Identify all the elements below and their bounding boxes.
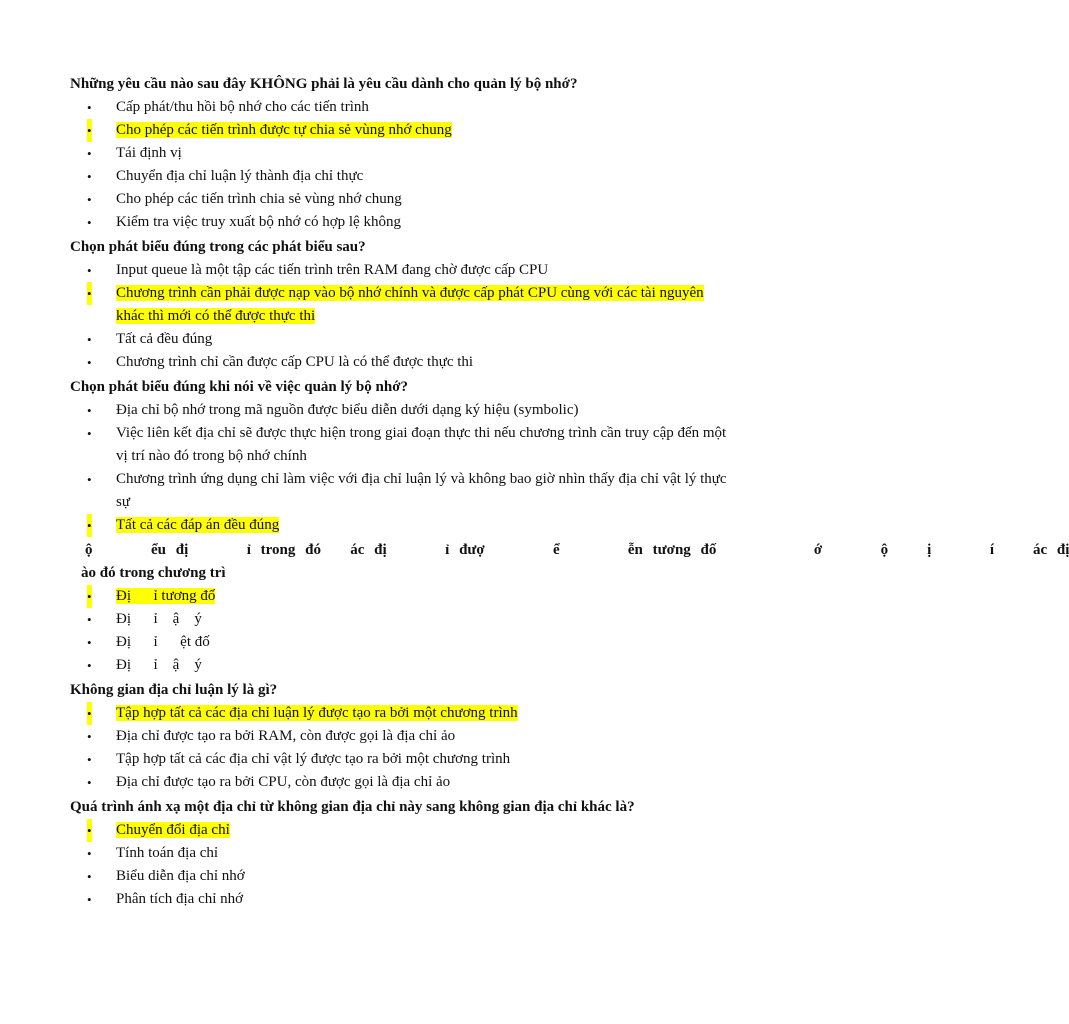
- option-text: Tất cả đều đúng: [116, 331, 213, 347]
- option-text: Biểu diễn địa chỉ nhớ: [116, 868, 245, 884]
- option-item: [70, 328, 728, 351]
- question-title: Chọn phát biểu đúng trong các phát biểu sau?: [70, 239, 366, 255]
- option-item: [70, 211, 728, 234]
- option-item: [70, 888, 728, 911]
- bullet-icon: •: [87, 585, 92, 608]
- bullet-icon: •: [87, 332, 92, 347]
- bullet-icon: •: [87, 355, 92, 370]
- option-text: Chuyển đổi địa chỉ: [116, 822, 230, 838]
- option-text: Địa chỉ được tạo ra bởi RAM, còn được gọi là địa chỉ ảo: [116, 728, 456, 744]
- bullet-icon: •: [87, 403, 92, 418]
- option-text: Đị ỉ ậ ý: [116, 657, 202, 673]
- option-text: Việc liên kết địa chỉ sẽ được thực hiện trong giai đoạn thực thi nếu chương trình cần truy cập đến một vị trí nào đó trong bộ nhớ chính: [116, 425, 727, 464]
- option-item-highlighted: [70, 514, 728, 537]
- option-text: Phân tích địa chỉ nhớ: [116, 891, 244, 907]
- bullet-icon: •: [87, 263, 92, 278]
- option-item: [70, 468, 728, 514]
- question-title: Quá trình ánh xạ một địa chỉ từ không gian địa chỉ này sang không gian địa chỉ khác là?: [70, 799, 635, 815]
- option-item: [70, 748, 728, 771]
- question-title: Không gian địa chỉ luận lý là gì?: [70, 682, 278, 698]
- bullet-icon: •: [87, 702, 92, 725]
- bullet-icon: •: [87, 892, 92, 907]
- option-item: [70, 96, 728, 119]
- bullet-icon: •: [87, 514, 92, 537]
- option-text: Đị ỉ ệt đố: [116, 634, 210, 650]
- option-item-highlighted: [70, 282, 728, 328]
- option-item: [70, 725, 728, 748]
- bullet-icon: •: [87, 169, 92, 184]
- bullet-icon: •: [87, 192, 92, 207]
- bullet-icon: •: [87, 472, 92, 487]
- option-text: Kiểm tra việc truy xuất bộ nhớ có hợp lệ không: [116, 214, 401, 230]
- bullet-icon: •: [87, 612, 92, 627]
- option-item-highlighted: [70, 819, 728, 842]
- option-item: [70, 142, 728, 165]
- bullet-icon: •: [87, 100, 92, 115]
- option-item: [70, 351, 728, 374]
- option-item: [70, 399, 728, 422]
- option-list: [70, 585, 728, 677]
- option-text: Tất cả các đáp án đều đúng: [116, 517, 280, 533]
- option-item: [70, 865, 728, 888]
- question-title: Những yêu cầu nào sau đây KHÔNG phải là yêu cầu dành cho quản lý bộ nhớ?: [70, 76, 578, 92]
- option-text: Tái định vị: [116, 145, 182, 161]
- bullet-icon: •: [87, 119, 92, 142]
- option-text: Địa chỉ bộ nhớ trong mã nguồn được biểu diễn dưới dạng ký hiệu (symbolic): [116, 402, 579, 418]
- option-text: Chuyển địa chỉ luận lý thành địa chỉ thực: [116, 168, 364, 184]
- bullet-icon: •: [87, 215, 92, 230]
- option-text: Cho phép các tiến trình chia sẻ vùng nhớ chung: [116, 191, 402, 207]
- option-text: Input queue là một tập các tiến trình trên RAM đang chờ được cấp CPU: [116, 262, 549, 278]
- bullet-icon: •: [87, 869, 92, 884]
- option-text: Chương trình ứng dụng chỉ làm việc với địa chỉ luận lý và không bao giờ nhìn thấy địa chỉ vật lý thực sự: [116, 471, 727, 510]
- question-line-1: ộ ểu đị ỉ trong đó ác đị ỉ đượ ể ễn tương đố ớ ộ ị í ác đị: [85, 542, 1069, 558]
- option-item: [70, 608, 728, 631]
- bullet-icon: •: [87, 146, 92, 161]
- question-title: Chọn phát biểu đúng khi nói về việc quản lý bộ nhớ?: [70, 379, 409, 395]
- option-item: [70, 654, 728, 677]
- option-item: [70, 422, 728, 468]
- option-text: Địa chỉ được tạo ra bởi CPU, còn được gọi là địa chỉ ảo: [116, 774, 451, 790]
- option-item: [70, 631, 728, 654]
- bullet-icon: •: [87, 635, 92, 650]
- option-list: [70, 399, 728, 537]
- option-list: [70, 702, 728, 794]
- option-item-highlighted: [70, 585, 728, 608]
- option-item: [70, 842, 728, 865]
- question-line-2: ào đó trong chương trì: [81, 565, 226, 581]
- option-text: Đị ỉ ậ ý: [116, 611, 202, 627]
- option-item-highlighted: [70, 119, 728, 142]
- option-text: Chương trình chỉ cần được cấp CPU là có thể được thực thi: [116, 354, 474, 370]
- option-list: [70, 819, 728, 911]
- bullet-icon: •: [87, 282, 92, 305]
- option-text: Chương trình cần phải được nạp vào bộ nhớ chính và được cấp phát CPU cùng với các tài nguyên khác thì mới có thể được thực thi: [116, 285, 704, 324]
- option-text: Tập hợp tất cả các địa chỉ vật lý được tạo ra bởi một chương trình: [116, 751, 511, 767]
- option-item: [70, 771, 728, 794]
- option-item: [70, 165, 728, 188]
- option-list: [70, 259, 728, 374]
- option-item: [70, 259, 728, 282]
- bullet-icon: •: [87, 846, 92, 861]
- option-text: Đị ỉ tương đố: [116, 588, 216, 604]
- option-item-highlighted: [70, 702, 728, 725]
- question-title-garbled: [70, 539, 1069, 585]
- bullet-icon: •: [87, 426, 92, 441]
- option-list: [70, 96, 728, 234]
- option-text: Cho phép các tiến trình được tự chia sẻ vùng nhớ chung: [116, 122, 452, 138]
- bullet-icon: •: [87, 752, 92, 767]
- bullet-icon: •: [87, 729, 92, 744]
- option-text: Cấp phát/thu hồi bộ nhớ cho các tiến trình: [116, 99, 369, 115]
- option-text: Tập hợp tất cả các địa chỉ luận lý được tạo ra bởi một chương trình: [116, 705, 518, 721]
- option-text: Tính toán địa chỉ: [116, 845, 219, 861]
- bullet-icon: •: [87, 775, 92, 790]
- bullet-icon: •: [87, 819, 92, 842]
- bullet-icon: •: [87, 658, 92, 673]
- option-item: [70, 188, 728, 211]
